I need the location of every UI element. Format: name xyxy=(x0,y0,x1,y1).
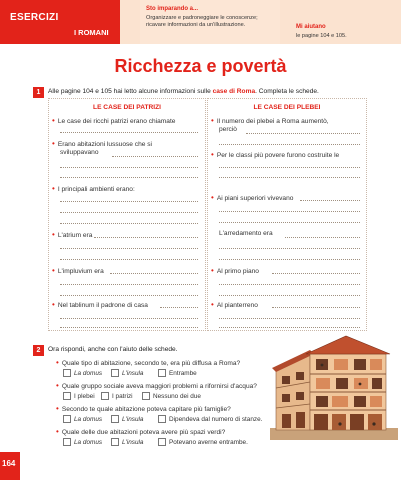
section-label: ESERCIZI xyxy=(10,12,59,23)
section-tab xyxy=(0,0,120,44)
answer-line[interactable] xyxy=(60,132,198,133)
answer-line[interactable] xyxy=(300,200,360,201)
learning-goals xyxy=(140,0,280,44)
page-number: 164 xyxy=(2,459,16,468)
option-domus[interactable]: La domus xyxy=(63,369,111,377)
answer-line[interactable] xyxy=(219,167,360,168)
plebei-card-title: LE CASE DEI PLEBEI xyxy=(253,104,321,111)
answer-options xyxy=(63,369,197,377)
instruction-highlight: case di Roma xyxy=(212,88,256,95)
checkbox[interactable] xyxy=(63,369,71,377)
checkbox[interactable] xyxy=(158,438,166,446)
checkbox[interactable] xyxy=(63,415,71,423)
exercise-2-instruction: Ora rispondi, anche con l'aiuto delle schede. xyxy=(48,346,178,353)
answer-line[interactable] xyxy=(60,223,198,224)
patrizi-item: • L'impluvium era xyxy=(52,266,104,275)
option-patrizi[interactable]: I patrizi xyxy=(101,392,142,400)
option-entrambe[interactable]: Potevano averne entrambe. xyxy=(158,438,248,446)
question: • Quale gruppo sociale aveva maggiori problemi a rifornirsi d'acqua? xyxy=(56,381,257,390)
checkbox[interactable] xyxy=(111,415,119,423)
answer-options xyxy=(63,438,248,446)
answer-line[interactable] xyxy=(60,327,198,328)
answer-line[interactable] xyxy=(219,295,360,296)
answer-line[interactable] xyxy=(60,318,198,319)
help-pages xyxy=(290,0,401,44)
answer-line[interactable] xyxy=(219,318,360,319)
question: • Secondo te quale abitazione poteva capitare più famiglie? xyxy=(56,404,231,413)
exercise-1-instruction xyxy=(48,88,319,95)
answer-line[interactable] xyxy=(219,177,360,178)
bullet-icon: • xyxy=(52,300,55,309)
plebei-item: • Ai piani superiori vivevano xyxy=(211,193,294,202)
answer-options xyxy=(63,392,201,400)
option-domus[interactable]: La domus xyxy=(63,415,111,423)
answer-line[interactable] xyxy=(60,248,198,249)
answer-line[interactable] xyxy=(219,327,360,328)
bullet-icon: • xyxy=(52,230,55,239)
plebei-item: L'arredamento era xyxy=(219,230,273,237)
bullet-icon: • xyxy=(56,381,59,390)
insula-illustration xyxy=(270,332,398,440)
answer-line[interactable] xyxy=(94,237,198,238)
patrizi-item: • I principali ambienti erano: xyxy=(52,184,135,193)
bullet-icon: • xyxy=(56,427,59,436)
exercise-number-1: 1 xyxy=(33,87,44,98)
topic-label: I ROMANI xyxy=(74,28,109,37)
bullet-icon: • xyxy=(211,150,214,159)
answer-line[interactable] xyxy=(219,144,360,145)
answer-line[interactable] xyxy=(285,237,360,238)
bullet-icon: • xyxy=(52,116,55,125)
instruction-start: Alle pagine 104 e 105 hai letto alcune informazioni sulle xyxy=(48,88,213,95)
checkbox[interactable] xyxy=(111,369,119,377)
answer-line[interactable] xyxy=(219,259,360,260)
bullet-icon: • xyxy=(211,116,214,125)
patrizi-item: • L'atrium era xyxy=(52,230,93,239)
answer-line[interactable] xyxy=(246,133,360,134)
option-nessuno[interactable]: Nessuno dei due xyxy=(142,392,201,400)
bullet-icon: • xyxy=(52,266,55,275)
plebei-item: • Al pianterreno xyxy=(211,300,258,309)
plebei-item: • Per le classi più povere furono costruite le xyxy=(211,150,340,159)
learning-title: Sto imparando a... xyxy=(146,6,199,12)
bullet-icon: • xyxy=(211,193,214,202)
option-domus[interactable]: La domus xyxy=(63,438,111,446)
patrizi-item: • Erano abitazioni lussuose che si xyxy=(52,139,153,148)
answer-options xyxy=(63,415,262,423)
option-plebei[interactable]: I plebei xyxy=(63,392,101,400)
answer-line[interactable] xyxy=(60,167,198,168)
answer-line[interactable] xyxy=(60,201,198,202)
answer-line[interactable] xyxy=(60,212,198,213)
answer-line[interactable] xyxy=(60,259,198,260)
bullet-icon: • xyxy=(211,300,214,309)
checkbox[interactable] xyxy=(158,369,166,377)
answer-line[interactable] xyxy=(219,248,360,249)
patrizi-item: sviluppavano xyxy=(60,149,99,156)
question: • Quale delle due abitazioni poteva avere più spazi verdi? xyxy=(56,427,226,436)
bullet-icon: • xyxy=(211,266,214,275)
answer-line[interactable] xyxy=(272,273,360,274)
bullet-icon: • xyxy=(56,358,59,367)
answer-line[interactable] xyxy=(160,307,198,308)
instruction-end: . Completa le schede. xyxy=(255,88,319,95)
answer-line[interactable] xyxy=(219,284,360,285)
bullet-icon: • xyxy=(52,184,55,193)
answer-line[interactable] xyxy=(110,273,198,274)
learning-description: Organizzare e padroneggiare le conoscenze; ricavare informazioni da un'illustrazione. xyxy=(146,15,258,28)
help-description: le pagine 104 e 105. xyxy=(296,33,347,39)
answer-line[interactable] xyxy=(219,211,360,212)
bullet-icon: • xyxy=(52,139,55,148)
answer-line[interactable] xyxy=(112,156,198,157)
bullet-icon: • xyxy=(56,404,59,413)
answer-line[interactable] xyxy=(60,284,198,285)
question: • Quale tipo di abitazione, secondo te, era più diffusa a Roma? xyxy=(56,358,241,367)
page-title: Ricchezza e povertà xyxy=(114,56,287,76)
exercise-number-2: 2 xyxy=(33,345,44,356)
checkbox[interactable] xyxy=(111,438,119,446)
answer-line[interactable] xyxy=(60,295,198,296)
help-title: Mi aiutano xyxy=(296,24,326,30)
patrizi-card-title: LE CASE DEI PATRIZI xyxy=(93,104,161,111)
patrizi-item: • Le case dei ricchi patrizi erano chiamate xyxy=(52,116,176,125)
checkbox[interactable] xyxy=(101,392,109,400)
plebei-item: • Il numero dei plebei a Roma aumentò, xyxy=(211,116,329,125)
answer-line[interactable] xyxy=(60,177,198,178)
checkbox[interactable] xyxy=(63,392,71,400)
checkbox[interactable] xyxy=(158,415,166,423)
option-insula[interactable]: L'insula xyxy=(111,415,158,423)
option-stanze[interactable]: Dipendeva dal numero di stanze. xyxy=(158,415,262,423)
plebei-item: • Al primo piano xyxy=(211,266,259,275)
plebei-item: perciò xyxy=(219,126,237,133)
checkbox[interactable] xyxy=(63,438,71,446)
option-insula[interactable]: L'insula xyxy=(111,438,158,446)
checkbox[interactable] xyxy=(142,392,150,400)
patrizi-item: • Nel tablinum il padrone di casa xyxy=(52,300,148,309)
answer-line[interactable] xyxy=(272,307,360,308)
option-insula[interactable]: L'insula xyxy=(111,369,158,377)
answer-line[interactable] xyxy=(219,222,360,223)
option-entrambe[interactable]: Entrambe xyxy=(158,369,197,377)
